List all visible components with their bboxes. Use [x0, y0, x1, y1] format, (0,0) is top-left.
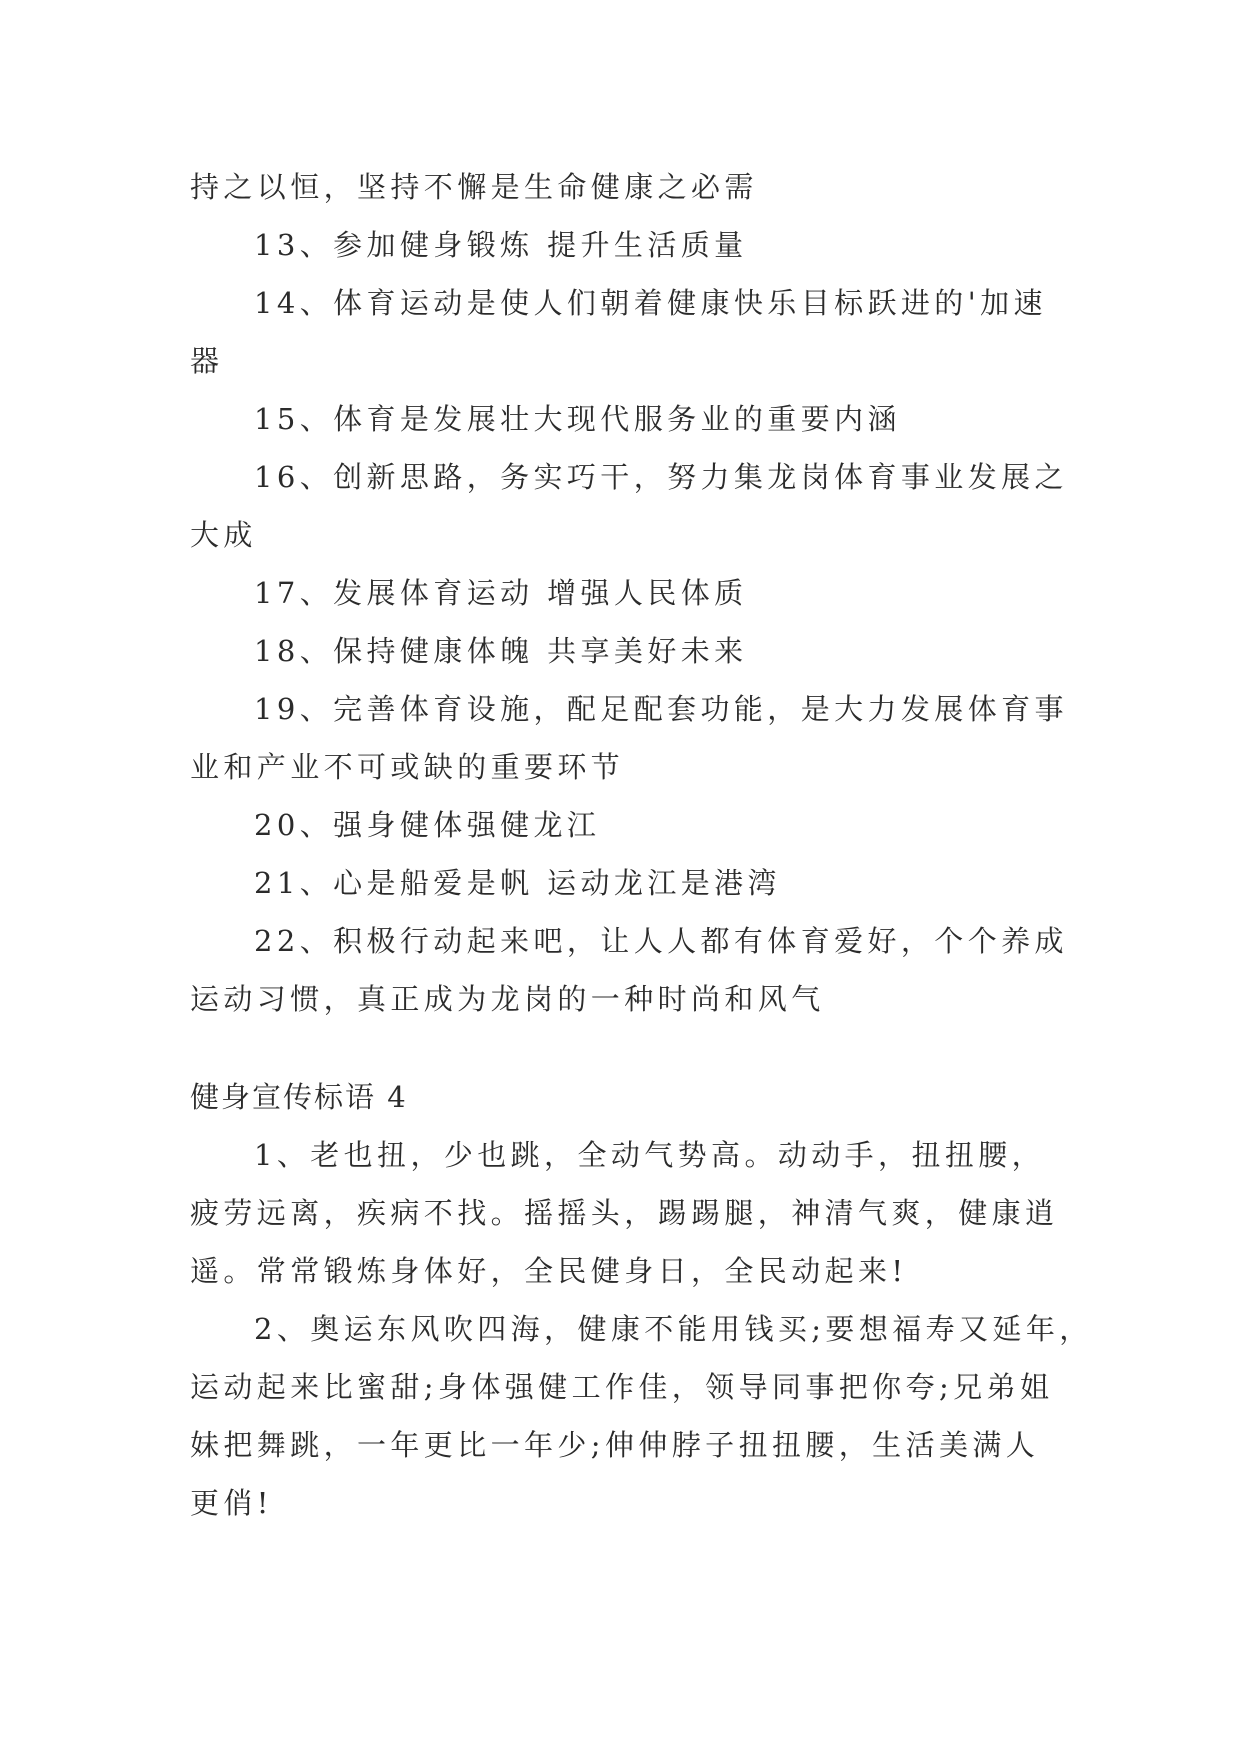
slogan-19: 19、完善体育设施，配足配套功能，是大力发展体育事: [254, 692, 1068, 726]
slogan-16: 16、创新思路，务实巧干，努力集龙岗体育事业发展之: [254, 460, 1068, 494]
text-line: 妹把舞跳，一年更比一年少;伸伸脖子扭扭腰，生活美满人: [190, 1428, 1040, 1462]
text-line: 遥。常常锻炼身体好，全民健身日，全民动起来!: [190, 1254, 908, 1288]
text-line: 业和产业不可或缺的重要环节: [190, 750, 625, 784]
text-line: 大成: [190, 518, 257, 552]
slogan-18: 18、保持健康体魄 共享美好未来: [254, 634, 748, 668]
section-heading: 健身宣传标语 4: [190, 1080, 408, 1114]
slogan-20: 20、强身健体强健龙江: [254, 808, 601, 842]
slogan-13: 13、参加健身锻炼 提升生活质量: [254, 228, 748, 262]
text-line: 更俏!: [190, 1486, 273, 1520]
text-line: 运动习惯，真正成为龙岗的一种时尚和风气: [190, 982, 825, 1016]
slogan-2: 2、奥运东风吹四海，健康不能用钱买;要想福寿又延年，: [254, 1312, 1093, 1346]
slogan-21: 21、心是船爱是帆 运动龙江是港湾: [254, 866, 781, 900]
slogan-list-part1: [190, 158, 1068, 1028]
slogan-list-part2: [190, 1126, 1093, 1532]
slogan-17: 17、发展体育运动 增强人民体质: [254, 576, 748, 610]
text-line: 器: [190, 344, 224, 378]
text-line: 持之以恒，坚持不懈是生命健康之必需: [190, 170, 758, 204]
slogan-15: 15、体育是发展壮大现代服务业的重要内涵: [254, 402, 901, 436]
slogan-14: 14、体育运动是使人们朝着健康快乐目标跃进的'加速: [254, 286, 1047, 320]
slogan-1: 1、老也扭，少也跳，全动气势高。动动手，扭扭腰，: [254, 1138, 1046, 1172]
document-body: [190, 158, 1093, 1532]
text-line: 运动起来比蜜甜;身体强健工作佳，领导同事把你夸;兄弟姐: [190, 1370, 1054, 1404]
slogan-22: 22、积极行动起来吧，让人人都有体育爱好，个个养成: [254, 924, 1068, 958]
text-line: 疲劳远离，疾病不找。摇摇头，踢踢腿，神清气爽，健康逍: [190, 1196, 1059, 1230]
